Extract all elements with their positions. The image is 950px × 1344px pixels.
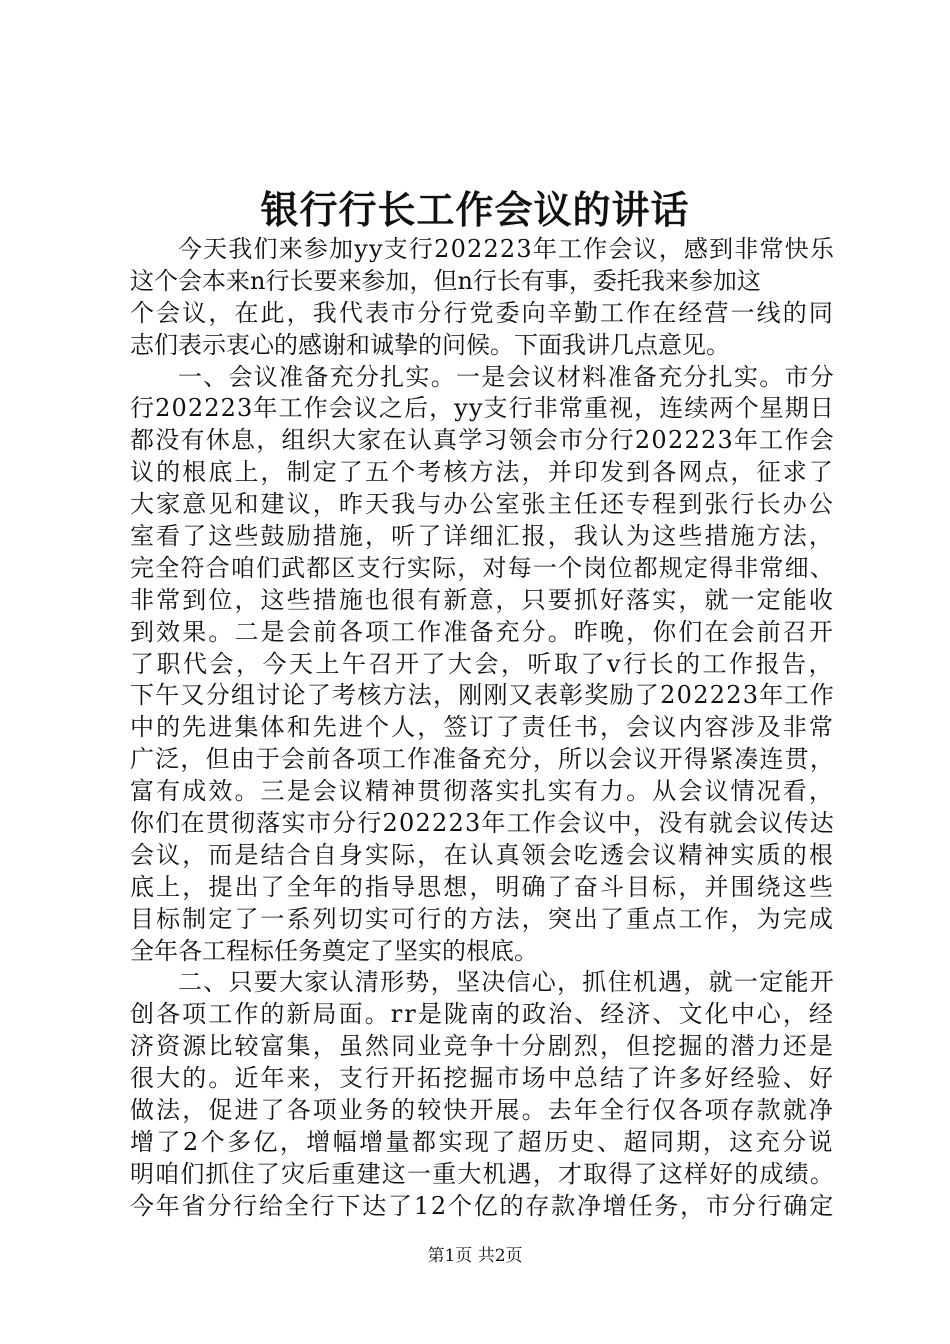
text-line: 很大的。近年来，支行开拓挖掘市场中总结了许多好经验、好 (130, 1064, 835, 1093)
text-line: 大家意见和建议，昨天我与办公室张主任还专程到张行长办公 (130, 490, 835, 519)
text-line: 广泛，但由于会前各项工作准备充分，所以会议开得紧凑连贯， (130, 745, 835, 774)
text-line: 下午又分组讨论了考核方法，刚刚又表彰奖励了202223年工作 (130, 681, 835, 710)
document-body (130, 234, 835, 1223)
text-line: 今年省分行给全行下达了12个亿的存款净增任务，市分行确定 (130, 1191, 835, 1220)
document-title: 银行行长工作会议的讲话 (260, 187, 690, 232)
text-line: 个会议，在此，我代表市分行党委向辛勤工作在经营一线的同 (130, 298, 835, 327)
text-line: 这个会本来n行长要来参加，但n行长有事，委托我来参加这 (130, 266, 761, 295)
text-line: 你们在贯彻落实市分行202223年工作会议中，没有就会议传达 (130, 809, 835, 838)
text-line: 做法，促进了各项业务的较快开展。去年全行仅各项存款就净 (130, 1096, 835, 1125)
text-line: 完全符合咱们武都区支行实际，对每一个岗位都规定得非常细、 (130, 553, 835, 582)
text-line: 今天我们来参加yy支行202223年工作会议，感到非常快乐 (178, 235, 835, 263)
text-line: 二、只要大家认清形势，坚决信心，抓住机遇，就一定能开 (178, 968, 835, 997)
text-line: 济资源比较富集，虽然同业竞争十分剧烈，但挖掘的潜力还是 (130, 1032, 835, 1061)
text-line: 到效果。二是会前各项工作准备充分。昨晚，你们在会前召开 (130, 617, 835, 646)
text-line: 议的根底上，制定了五个考核方法，并印发到各网点，征求了 (130, 458, 835, 487)
text-line: 创各项工作的新局面。rr是陇南的政治、经济、文化中心，经 (130, 1000, 835, 1029)
text-line: 非常到位，这些措施也很有新意，只要抓好落实，就一定能收 (130, 585, 835, 614)
text-line: 都没有休息，组织大家在认真学习领会市分行202223年工作会 (130, 426, 835, 455)
text-line: 明咱们抓住了灾后重建这一重大机遇，才取得了这样好的成绩。 (130, 1159, 835, 1188)
text-line: 志们表示衷心的感谢和诚挚的问候。下面我讲几点意见。 (130, 330, 730, 359)
page-footer: 第1页 共2页 (427, 1246, 523, 1266)
text-line: 目标制定了一系列切实可行的方法，突出了重点工作，为完成 (130, 904, 835, 933)
text-line: 行202223年工作会议之后，yy支行非常重视，连续两个星期日 (130, 394, 835, 423)
text-line: 中的先进集体和先进个人，签订了责任书，会议内容涉及非常 (130, 713, 835, 742)
text-line: 室看了这些鼓励措施，听了详细汇报，我认为这些措施方法， (130, 522, 835, 551)
text-line: 底上，提出了全年的指导思想，明确了奋斗目标，并围绕这些 (130, 872, 835, 901)
text-line: 一、会议准备充分扎实。一是会议材料准备充分扎实。市分 (178, 362, 835, 391)
text-line: 会议，而是结合自身实际，在认真领会吃透会议精神实质的根 (130, 840, 835, 869)
text-line: 全年各工程标任务奠定了坚实的根底。 (130, 936, 538, 965)
text-line: 富有成效。三是会议精神贯彻落实扎实有力。从会议情况看， (130, 777, 835, 806)
text-line: 了职代会，今天上午召开了大会，听取了v行长的工作报告， (130, 649, 835, 678)
text-line: 增了2个多亿，增幅增量都实现了超历史、超同期，这充分说 (130, 1127, 835, 1156)
